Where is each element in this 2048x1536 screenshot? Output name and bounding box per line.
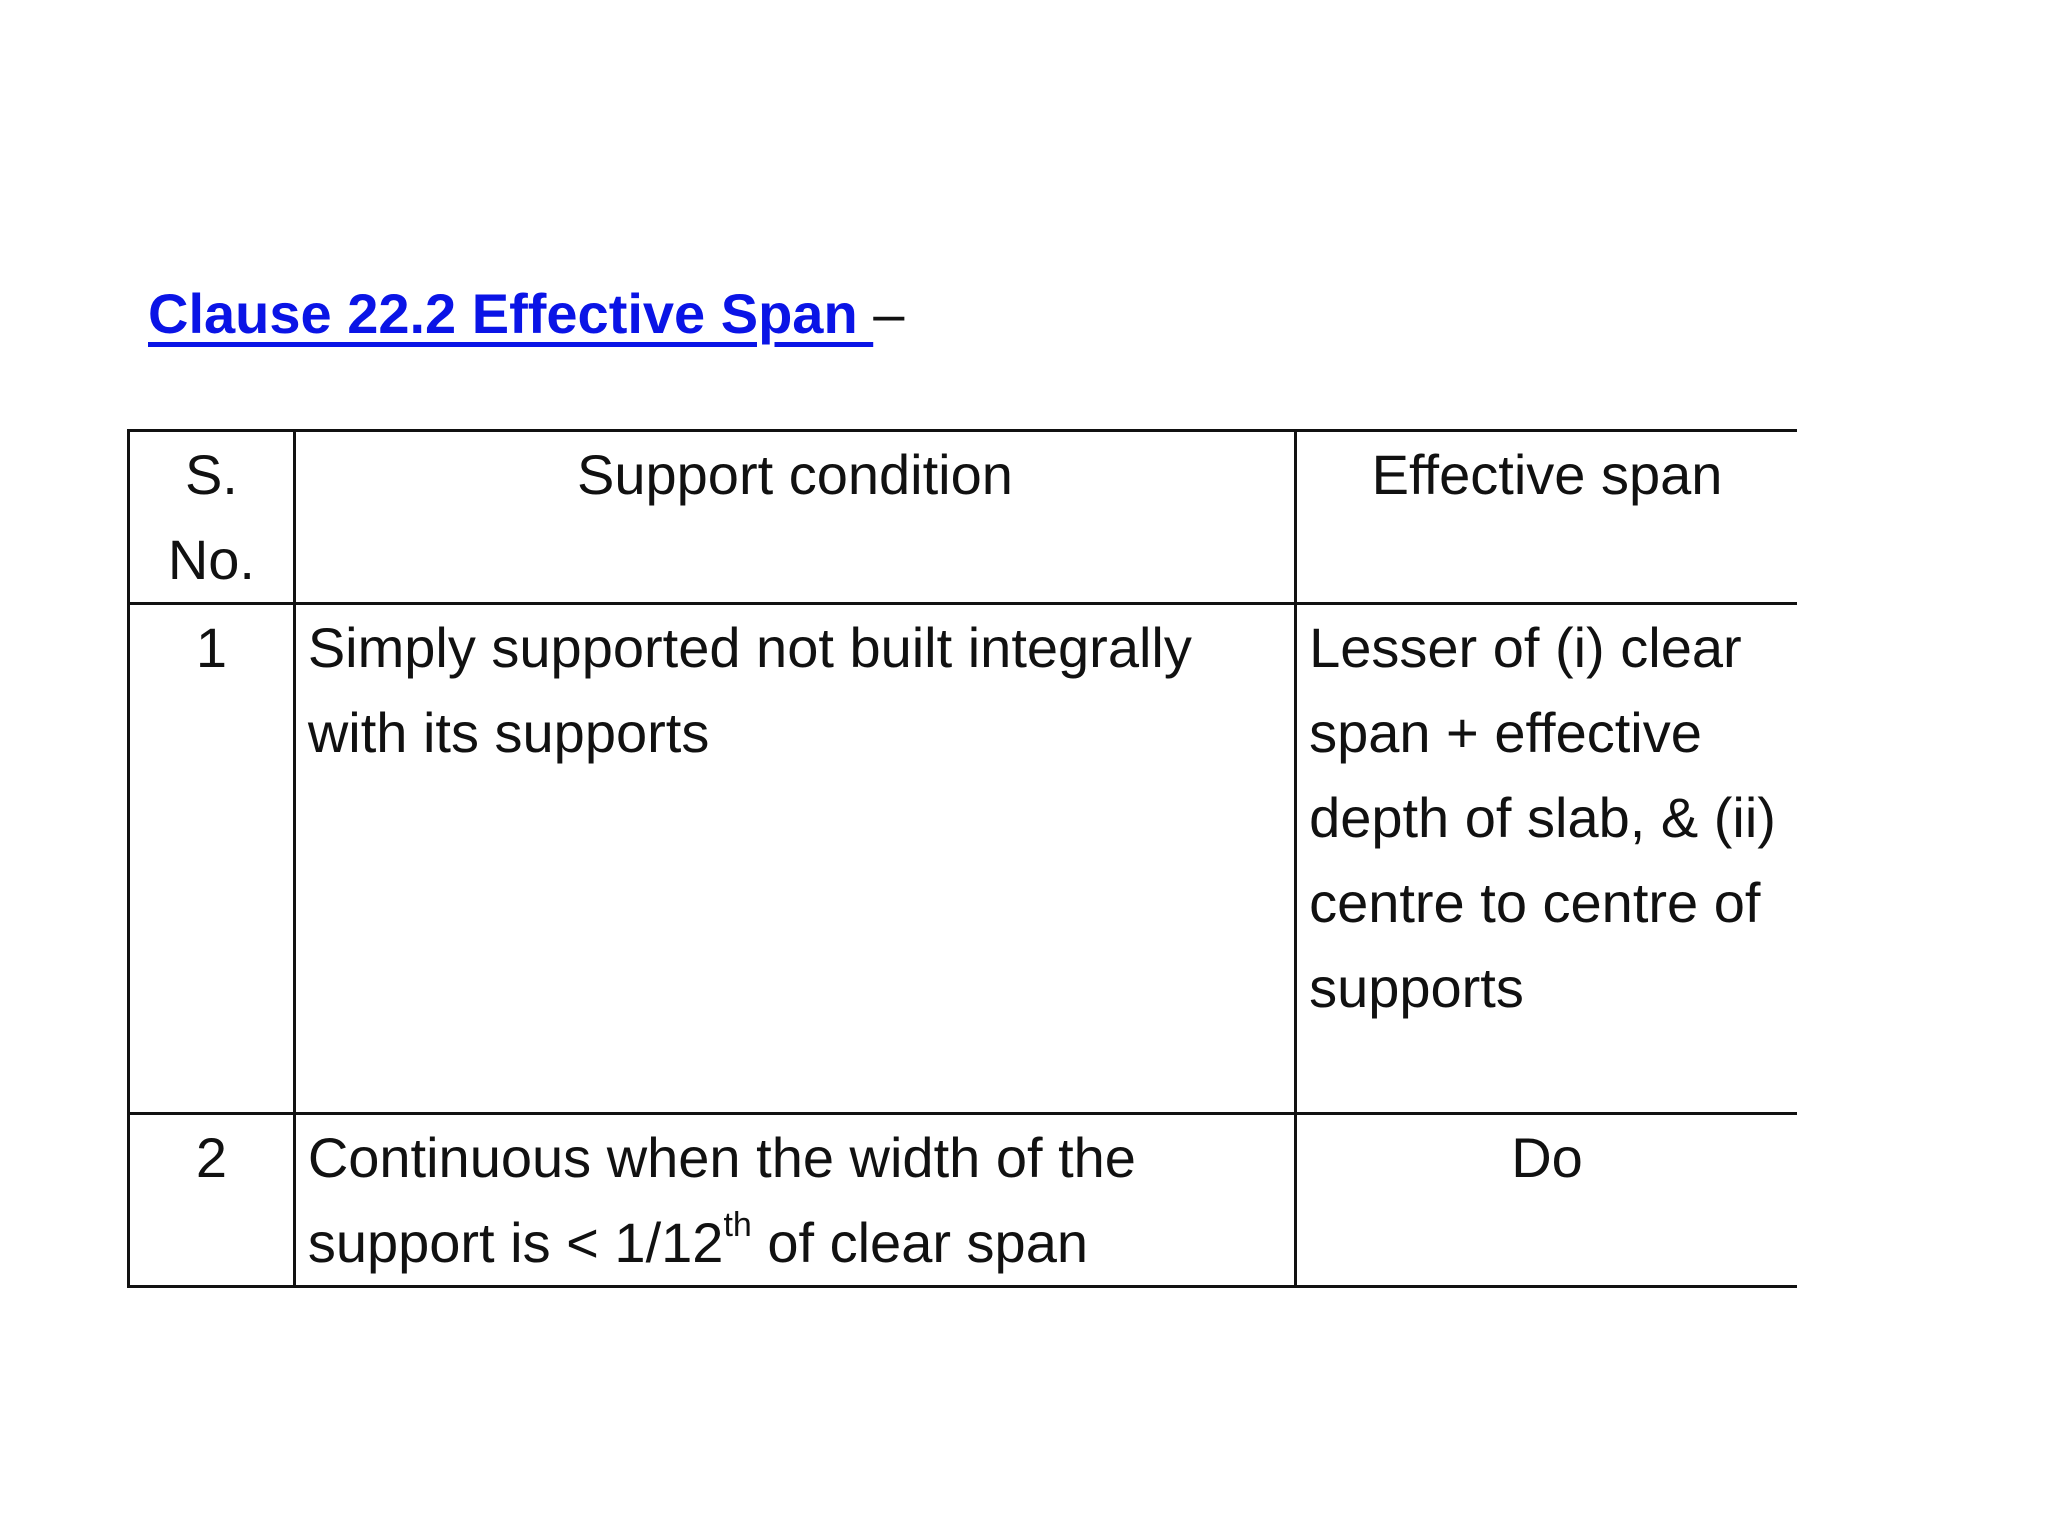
heading-dash: – <box>873 282 905 345</box>
header-sno-line1: S. <box>184 443 238 506</box>
effective-span-table <box>127 429 1797 1288</box>
row-1-condition: Simply supported not built integrally with its supports <box>294 604 1295 1114</box>
clause-link[interactable]: Clause 22.2 Effective Span <box>148 282 874 345</box>
row-1-sno: 1 <box>129 604 295 1114</box>
header-sno-line2: No. <box>167 528 255 591</box>
row-2-condition-suffix: of clear span <box>751 1211 1088 1274</box>
table-row <box>129 1114 1798 1287</box>
header-support-condition: Support condition <box>294 431 1295 604</box>
row-1-effective: Lesser of (i) clear span + effective depth of slab, & (ii) centre to centre of supports <box>1296 604 1797 1114</box>
row-2-effective: Do <box>1296 1114 1797 1287</box>
header-effective-span: Effective span <box>1296 431 1797 604</box>
header-sno <box>129 431 295 604</box>
row-2-condition-superscript: th <box>723 1206 752 1245</box>
row-2-sno: 2 <box>129 1114 295 1287</box>
row-2-condition <box>294 1114 1295 1287</box>
row-2-condition-prefix: Continuous when the width of the support is < 1/12 <box>307 1126 1136 1274</box>
clause-heading <box>148 278 904 350</box>
table-row <box>129 604 1798 1114</box>
table-header-row <box>129 431 1798 604</box>
